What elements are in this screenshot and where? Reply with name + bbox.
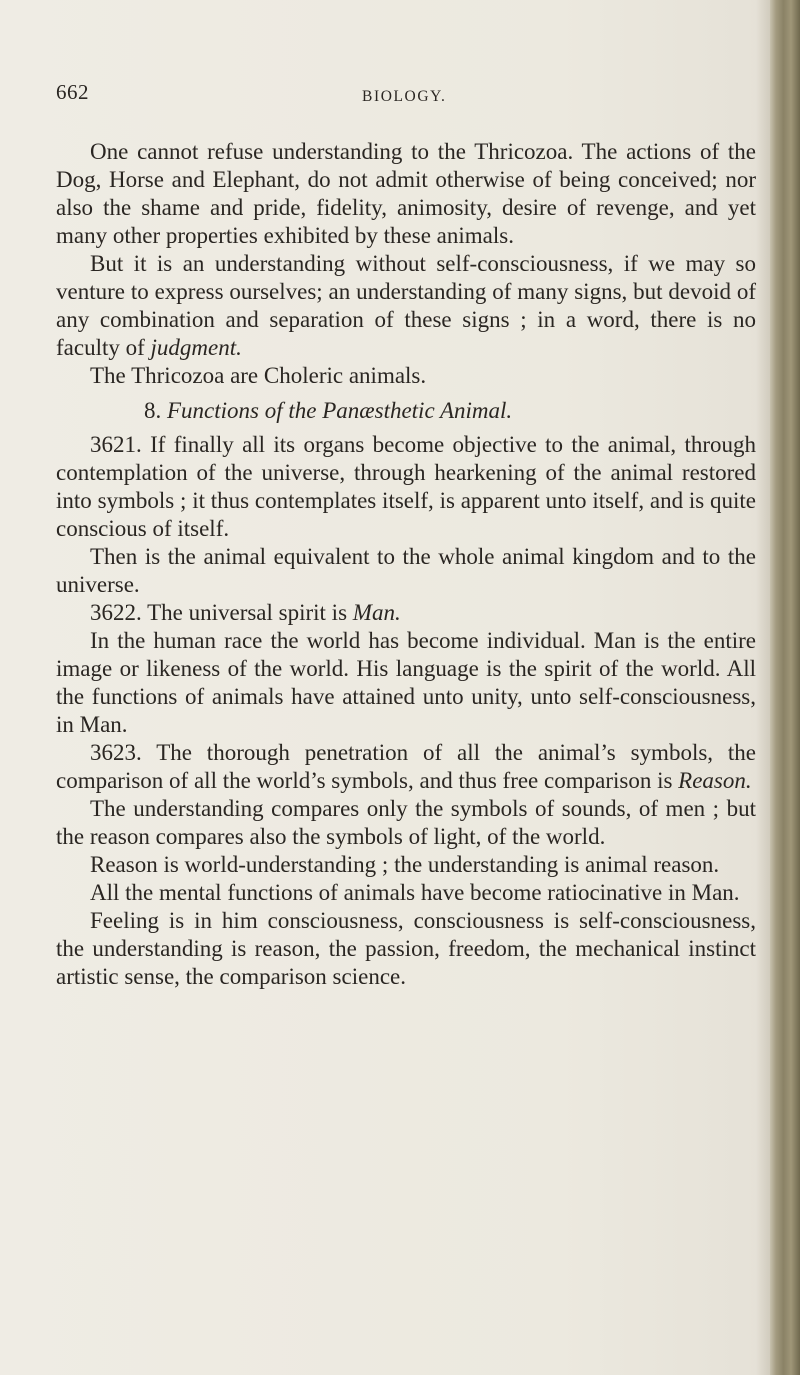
paragraph-compares: The understanding compares only the symbols of sounds, of men ; but the reason compares also the symbols of light, of the world. <box>56 796 756 849</box>
paragraph-feeling: Feeling is in him consciousness, consciousness is self-consciousness, the understanding is reason, the passion, freedom, the mechanical instinct artistic sense, the comparison science. <box>56 908 756 989</box>
paragraph-3622 <box>56 599 756 627</box>
paragraph-understanding: One cannot refuse understanding to the Thricozoa. The actions of the Dog, Horse and Elephant, do not admit otherwise of being conceived; nor also the shame and pride, fidelity, animosity, desire of revenge, and yet many other properties exhibited by these animals. <box>56 139 756 248</box>
paragraph-world-understanding: Reason is world-understanding ; the understanding is animal reason. <box>90 852 720 877</box>
gutter-shadow <box>756 0 770 1375</box>
section-title: Functions of the Panæsthetic Animal. <box>167 398 513 423</box>
paragraph-3623 <box>56 739 756 795</box>
paragraph-3621: 3621. If finally all its organs become objective to the animal, through contemplation of the universe, through hearkening of the animal restored into symbols ; it thus contemplates itself, is apparent unto itself, and is quite conscious of itself. <box>56 432 756 541</box>
paragraph-self-consciousness <box>56 250 756 362</box>
page-number: 662 <box>56 80 89 104</box>
section-heading <box>56 397 756 425</box>
running-head: BIOLOGY. <box>362 88 447 105</box>
paragraph-text: But it is an understanding without self-consciousness, if we may so venture to express ourselves; an understanding of many signs, but devoid of any combination and separation of these signs ; in a word, there is no faculty of <box>56 251 756 360</box>
paragraph-human-race: In the human race the world has become individual. Man is the entire image or likeness of the world. His language is the spirit of the world. All the functions of animals have attained unto unity, unto self-consciousness, in Man. <box>56 628 756 737</box>
paragraph-choleric: The Thricozoa are Choleric animals. <box>90 363 427 388</box>
paragraph-text: 3622. The universal spirit is <box>90 600 353 625</box>
page-gutter-edge <box>770 0 800 1375</box>
body-text <box>56 138 756 991</box>
emphasis-man: Man. <box>352 600 401 625</box>
paragraph-equivalent: Then is the animal equivalent to the whole animal kingdom and to the universe. <box>56 544 756 597</box>
paragraph-ratiocinative: All the mental functions of animals have become ratiocinative in Man. <box>90 880 740 905</box>
emphasis-reason: Reason. <box>678 768 752 793</box>
emphasis-judgment: judgment. <box>150 335 242 360</box>
section-number: 8. <box>144 398 167 423</box>
paragraph-text: 3623. The thorough penetration of all the animal’s symbols, the comparison of all the world’s symbols, and thus free comparison is <box>56 740 756 793</box>
